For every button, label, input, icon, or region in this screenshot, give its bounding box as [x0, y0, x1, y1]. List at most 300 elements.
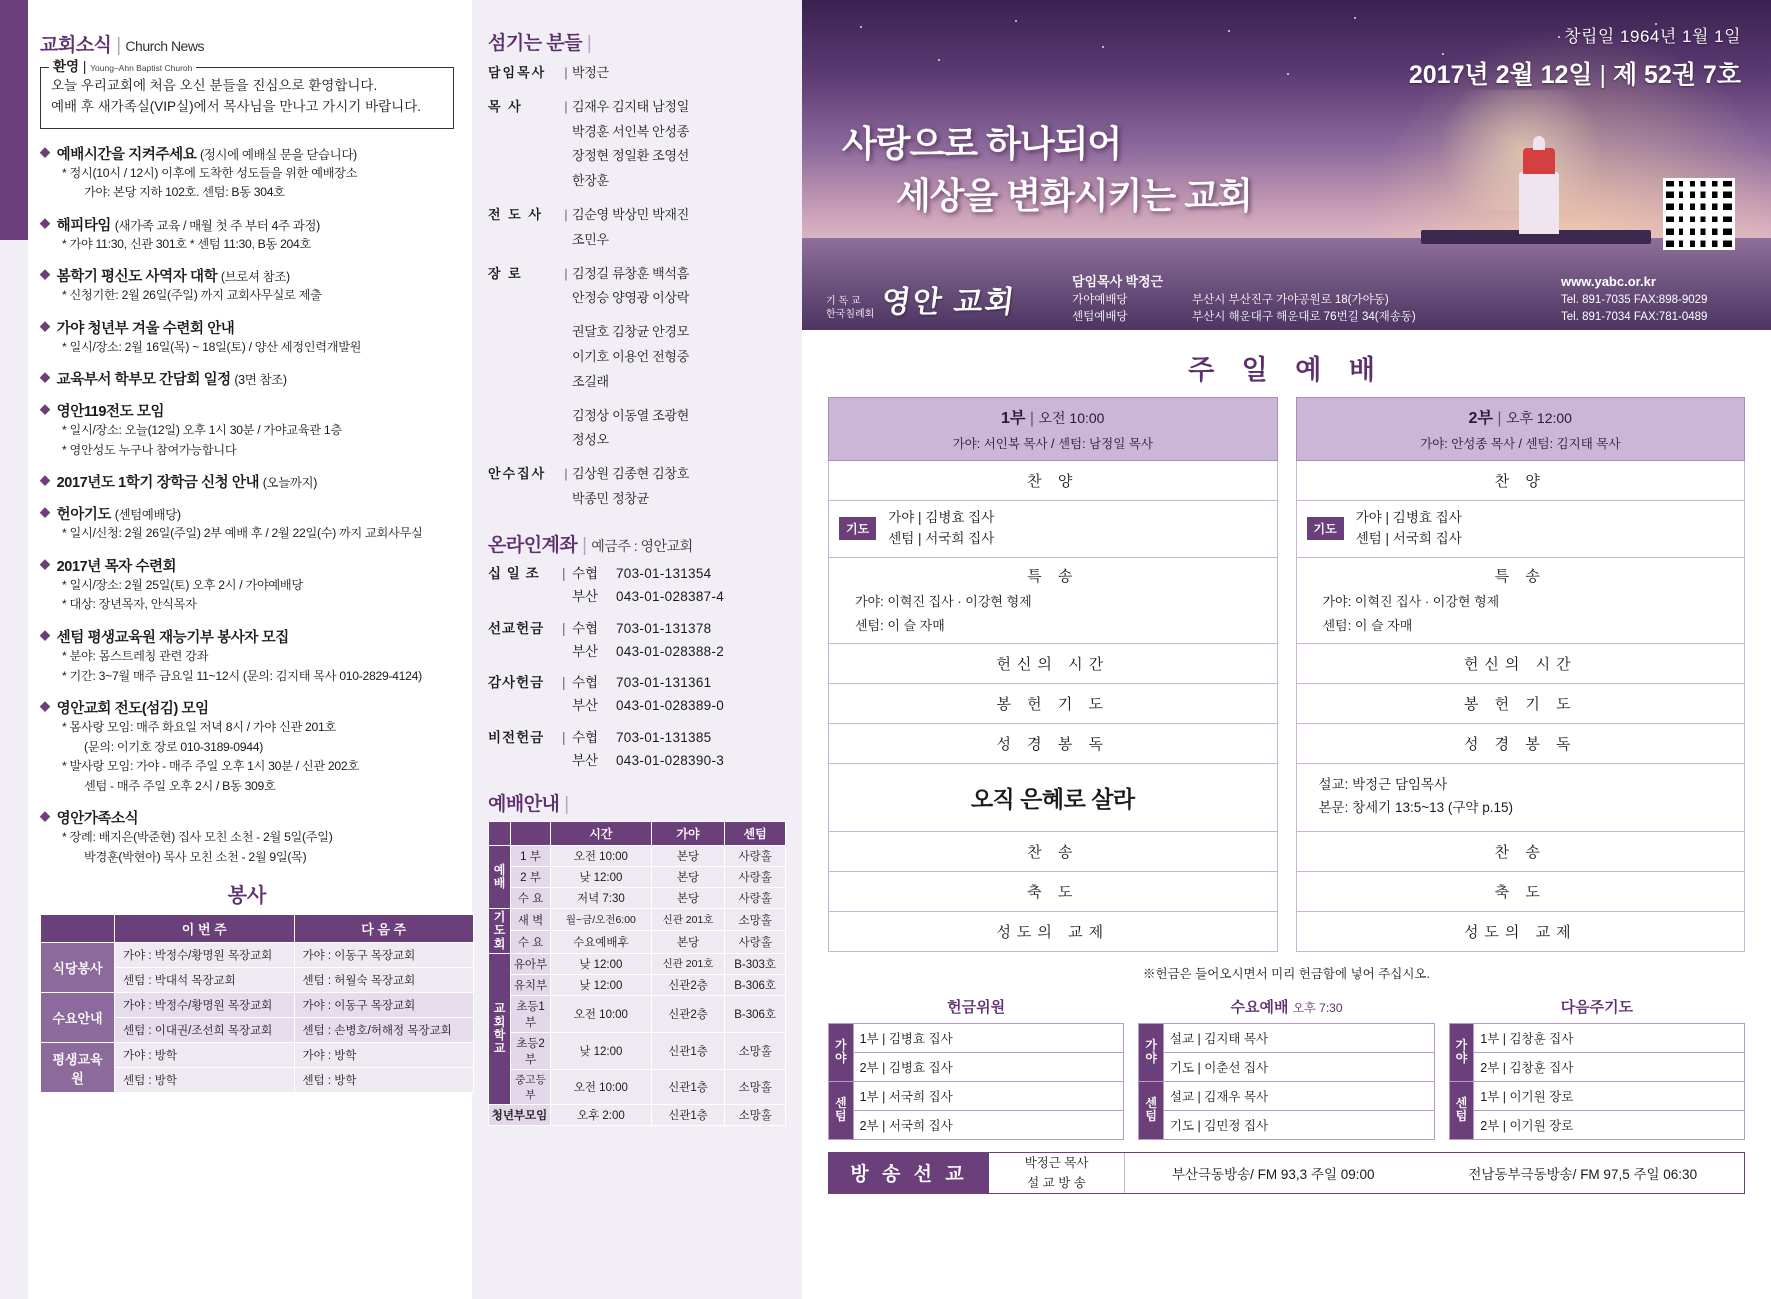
welcome-box: [40, 59, 454, 129]
worship-row-name: 유치부: [511, 974, 551, 995]
news-item-sub: * 정시(10시 / 12시) 이후에 도착한 성도들을 위한 예배장소: [62, 165, 358, 180]
worship-row-time: 낮 12:00: [551, 867, 652, 888]
campus-label-centum: 센텀: [1139, 1081, 1164, 1139]
servant-names: 박종민 정창균: [572, 490, 649, 506]
worship-row-gaya: 신관2층: [651, 995, 725, 1032]
worship-row-name: 중고등부: [511, 1069, 551, 1104]
news-item-head: 해피타임: [56, 217, 112, 234]
news-item-sub2: (문의: 이기호 장로 010-3189-0944): [84, 739, 263, 754]
church-info-bar: [802, 268, 1771, 330]
volunteer-cell: 가야 : 이동구 목장교회: [294, 943, 474, 968]
committee-cell: 2부 | 김병효 집사: [853, 1052, 1124, 1081]
wednesday-service-title: [1138, 996, 1434, 1017]
campus2-row: [1072, 309, 1771, 326]
sermon-scripture: 본문: 창세기 13:5~13 (구약 p.15): [1318, 800, 1513, 816]
news-item: [40, 214, 454, 255]
special-song-label: 특 송: [1494, 567, 1546, 585]
news-item-note: (새가족 교육 / 매월 첫 주 부터 4주 과정): [114, 218, 320, 233]
broadcast-label: 방 송 선 교: [829, 1153, 989, 1193]
news-item-sub: * 영안성도 누구나 참여가능합니다: [62, 442, 237, 457]
news-item-note: (브로셔 참조): [220, 270, 290, 285]
banner-dates: [1409, 22, 1741, 91]
servant-names: 한장훈: [572, 173, 609, 189]
volunteer-col-this-week: 이 번 주: [115, 915, 295, 943]
worship-row-gaya: 본당: [651, 888, 725, 909]
servant-sep: |: [564, 206, 568, 222]
news-item: [40, 555, 454, 615]
denomination-line-1: 기 독 교: [826, 296, 861, 307]
table-row: [489, 974, 786, 995]
news-item-sub2: 센텀 - 매주 주일 오후 2시 / B동 309호: [84, 778, 276, 793]
account-bank: 수협: [572, 565, 599, 581]
broadcast-channels: [1125, 1153, 1744, 1193]
servant-sep: |: [564, 98, 568, 114]
table-row: [489, 867, 786, 888]
news-item: [40, 471, 454, 492]
servant-sep: |: [564, 65, 568, 80]
special-song-centum: 센텀: 이 슬 자매: [855, 617, 945, 633]
broadcast-channel-1: 부산극동방송/ FM 93,3 주일 09:00: [1171, 1166, 1375, 1182]
account-label: 선교헌금: [488, 620, 545, 636]
table-header-row: [489, 822, 786, 846]
order-item-sermon-detail: [1296, 764, 1746, 832]
wednesday-service-table: [1138, 1023, 1434, 1140]
worship-row-gaya: 신관 201호: [651, 953, 725, 974]
column-main: [802, 0, 1771, 1299]
issue-line: 2017년 2월 12일 | 제 52권 7호: [1408, 61, 1741, 89]
founding-date: 창립일 1964년 1월 1일: [1564, 27, 1741, 46]
servant-names: 조민우: [572, 231, 609, 247]
worship-row-gaya: 본당: [651, 846, 725, 867]
account-label: 감사헌금: [488, 675, 545, 691]
issue-date: 2017년 2월 12일: [1408, 61, 1593, 89]
order-item-sermon-title: [828, 764, 1278, 832]
worship-row-gaya: 신관1층: [651, 1069, 725, 1104]
bottom-tables: [802, 996, 1771, 1140]
worship-col-blank1: [489, 822, 511, 846]
servant-names: 이기호 이용언 전형중: [572, 348, 689, 364]
column-church-news: [0, 0, 472, 1299]
order-item-offering-prayer: 봉 헌 기 도: [828, 684, 1278, 724]
account-bank: 부산: [572, 588, 599, 604]
table-row: [488, 641, 786, 664]
website-url[interactable]: www.yabc.or.kr: [1561, 273, 1656, 289]
worship-row-time: 오전 10:00: [551, 1069, 652, 1104]
worship-row-time: 수요예배후: [551, 931, 652, 953]
service-column-2: [1296, 397, 1746, 952]
prayer-tag: 기도: [1307, 517, 1344, 540]
account-number: 043-01-028390-3: [616, 753, 725, 769]
prayer-cell: 2부 | 이기원 장로: [1474, 1110, 1745, 1139]
servant-names: 정성오: [572, 432, 609, 448]
lighthouse-top-icon: [1523, 148, 1555, 174]
servant-sep: |: [564, 265, 568, 281]
next-week-prayer-block: [1449, 996, 1745, 1140]
worship-row-name: 수 요: [511, 888, 551, 909]
news-item-head: 영안가족소식: [56, 811, 139, 828]
account-number: 703-01-131354: [616, 565, 712, 581]
account-sep: |: [562, 620, 566, 636]
table-row: [489, 953, 786, 974]
service-name: 2부: [1468, 410, 1493, 427]
church-news-title: 교회소식 | Church News: [40, 35, 204, 56]
volunteer-cell: 가야 : 박정수/황명원 목장교회: [115, 943, 295, 968]
news-item: [40, 807, 454, 867]
online-account-title-label: 온라인계좌: [488, 534, 578, 556]
campus2-tel: Tel. 891-7034 FAX:781-0489: [1561, 311, 1708, 324]
diamond-icon: ◆: [40, 317, 50, 333]
service-time: 오전 10:00: [1038, 410, 1105, 426]
worship-row-name: 초등2부: [511, 1032, 551, 1069]
servant-names: 김상원 김종현 김창호: [572, 466, 689, 482]
worship-row-time: 저녁 7:30: [551, 888, 652, 909]
campus1-name: 가야예배당: [1072, 293, 1128, 306]
news-list: [40, 143, 454, 867]
table-row: [41, 1043, 474, 1068]
servants-table: [488, 61, 786, 512]
worship-row-name: 1 부: [511, 846, 551, 867]
church-news-title-en: Church News: [125, 38, 204, 54]
volunteer-title: 봉사: [227, 885, 267, 908]
news-item: [40, 317, 454, 358]
diamond-icon: ◆: [40, 555, 50, 571]
offering-note: ※헌금은 들어오시면서 미리 헌금함에 넣어 주십시오.: [1143, 966, 1430, 981]
news-item: [40, 143, 454, 203]
table-row: [829, 1081, 1124, 1110]
news-item-head: 봄학기 평신도 사역자 대학: [56, 269, 218, 286]
lighthouse-icon: [1519, 172, 1559, 234]
worship-row-time: 오전 10:00: [551, 995, 652, 1032]
committee-cell: 1부 | 김병효 집사: [853, 1023, 1124, 1052]
volunteer-cell: 센텀 : 이대권/조선희 목장교회: [115, 1018, 295, 1043]
wednesday-cell: 설교 | 김지태 목사: [1163, 1023, 1434, 1052]
prayer-name-centum: 센텀 | 서국희 집사: [1355, 530, 1462, 546]
prayer-cell: 1부 | 김창훈 집사: [1474, 1023, 1745, 1052]
welcome-tag-label: 환영: [53, 59, 80, 74]
table-row: [488, 727, 786, 750]
volunteer-cell: 가야 : 박정수/황명원 목장교회: [115, 993, 295, 1018]
worship-row-gaya: 신관2층: [651, 974, 725, 995]
table-row: [488, 320, 786, 345]
table-row: [488, 95, 786, 120]
table-row: [1449, 1081, 1744, 1110]
welcome-line-2: 예배 후 새가족실(VIP실)에서 목사님을 만나고 가시기 바랍니다.: [51, 98, 421, 114]
table-row: [488, 228, 786, 253]
news-item-sub: * 기간: 3~7월 매주 금요일 11~12시 (문의: 김지태 목사 010-2829-4124): [62, 668, 422, 683]
pastor-row: [1072, 272, 1771, 292]
prayer-names: [888, 508, 994, 550]
diamond-icon: ◆: [40, 472, 50, 488]
table-row: [1139, 1052, 1434, 1081]
table-row: [489, 995, 786, 1032]
table-row: [829, 1023, 1124, 1052]
table-row: [489, 931, 786, 953]
news-item-note: (센텀예배당): [114, 508, 181, 523]
news-item-sub: * 몸사랑 모임: 매주 화요일 저녁 8시 / 가야 신관 201호: [62, 720, 336, 735]
diamond-icon: ◆: [40, 369, 50, 385]
offering-committee-title: 헌금위원: [947, 998, 1006, 1016]
account-number: 703-01-131361: [616, 675, 712, 691]
table-row: [489, 1104, 786, 1125]
service-presiders: 가야: 안성종 목사 / 센텀: 김지태 목사: [1420, 437, 1621, 451]
worship-row-centum: B-306호: [725, 974, 786, 995]
account-bank: 부산: [572, 753, 599, 769]
servant-sep: |: [564, 466, 568, 482]
service-name: 1부: [1001, 410, 1026, 427]
order-item-fellowship: 성도의 교제: [828, 912, 1278, 952]
table-row: [489, 888, 786, 909]
news-item-sub: * 일시/장소: 오늘(12일) 오후 1시 30분 / 가야교육관 1층: [62, 423, 342, 438]
servant-role: 전 도 사: [488, 206, 543, 222]
church-logo: [802, 277, 1072, 321]
table-row: [1449, 1052, 1744, 1081]
worship-group-label: 예배: [489, 846, 511, 909]
sermon-preacher: 설교: 박정근 담임목사: [1318, 777, 1448, 793]
diamond-icon: ◆: [40, 504, 50, 520]
worship-row-gaya: 본당: [651, 867, 725, 888]
online-account-table: [488, 563, 786, 773]
volunteer-col-next-week: 다 음 주: [294, 915, 474, 943]
campus-label-centum: 센텀: [1449, 1081, 1474, 1139]
pastor-name: 박정근: [1125, 273, 1164, 289]
servant-names: 김정상 이동열 조광현: [572, 407, 689, 423]
volunteer-cell: 가야 : 이동구 목장교회: [294, 993, 474, 1018]
account-number: 703-01-131385: [616, 730, 712, 746]
broadcast-preacher: [989, 1153, 1125, 1193]
diamond-icon: ◆: [40, 808, 50, 824]
account-sep: |: [562, 565, 566, 581]
order-item-special-song: [1296, 558, 1746, 644]
offering-committee-block: [828, 996, 1124, 1140]
table-row: [488, 672, 786, 695]
table-row: [829, 1052, 1124, 1081]
table-row: [488, 144, 786, 169]
table-row: [488, 487, 786, 512]
news-item-sub2: 가야: 본당 지하 102호. 센텀: B동 304호: [84, 185, 285, 200]
banner-slogan: [842, 118, 1252, 222]
account-bank: 수협: [572, 730, 599, 746]
news-item-head: 2017년도 1학기 장학금 신청 안내: [56, 475, 260, 492]
order-item-scripture: 성 경 봉 독: [828, 724, 1278, 764]
order-item-special-song: [828, 558, 1278, 644]
prayer-cell: 2부 | 김창훈 집사: [1474, 1052, 1745, 1081]
worship-row-centum: 사랑홀: [725, 867, 786, 888]
order-item-hymn: 찬 송: [1296, 832, 1746, 872]
servants-title-label: 섬기는 분들: [488, 33, 583, 54]
volunteer-col-blank: [41, 915, 115, 943]
account-bank: 부산: [572, 643, 599, 659]
worship-row-gaya: 본당: [651, 931, 725, 953]
worship-guide-table: [488, 821, 786, 1126]
table-row: [1449, 1110, 1744, 1139]
worship-row-centum: 소망홀: [725, 909, 786, 931]
table-row: [488, 695, 786, 718]
sunday-worship-title: 주 일 예 배: [1188, 355, 1385, 385]
lighthouse-tip-icon: [1533, 136, 1545, 150]
column-servants: [472, 0, 802, 1299]
account-number: 043-01-028389-0: [616, 698, 725, 714]
youth-meeting-label: 청년부모임: [489, 1104, 551, 1125]
worship-row-name: 2 부: [511, 867, 551, 888]
issue-number: 제 52권 7호: [1612, 61, 1741, 89]
news-item: [40, 400, 454, 460]
table-row: [488, 586, 786, 609]
order-item-praise: 찬 양: [1296, 461, 1746, 501]
table-row: [488, 345, 786, 370]
news-item-sub2: 박경훈(박현아) 목사 모친 소천 - 2월 9일(목): [84, 849, 307, 864]
online-account-holder: 예금주 : 영안교회: [591, 537, 693, 554]
table-row: [488, 563, 786, 586]
servant-names: 김재우 김지태 남정일: [572, 98, 689, 114]
worship-row-gaya: 신관1층: [651, 1032, 725, 1069]
news-item-sub: * 일시/장소: 2월 16일(목) ~ 18일(토) / 양산 세정인력개발원: [62, 339, 362, 354]
worship-group-label: 교회학교: [489, 953, 511, 1104]
news-item-sub: * 일시/장소: 2월 25일(토) 오후 2시 / 가야예배당: [62, 577, 303, 592]
volunteer-cell: 가야 : 방학: [115, 1043, 295, 1068]
table-header-row: [41, 915, 474, 943]
diamond-icon: ◆: [40, 627, 50, 642]
wednesday-cell: 설교 | 김재우 목사: [1163, 1081, 1434, 1110]
worship-row-centum: 사랑홀: [725, 846, 786, 867]
order-item-scripture: 성 경 봉 독: [1296, 724, 1746, 764]
volunteer-row-label: 평생교육원: [41, 1043, 115, 1093]
worship-col-time: 시간: [551, 822, 652, 846]
broadcast-channel-2: 전남동부극동방송/ FM 97,5 주일 06:30: [1468, 1166, 1698, 1182]
table-row: [488, 286, 786, 311]
table-row: [488, 370, 786, 395]
news-item-sub: * 대상: 장년목자, 안식목자: [62, 597, 197, 612]
worship-row-time: 월~금/오전6:00: [551, 909, 652, 931]
table-row: [489, 1069, 786, 1104]
volunteer-cell: 센텀 : 방학: [115, 1068, 295, 1093]
committee-cell: 2부 | 서국희 집사: [853, 1110, 1124, 1139]
service-presiders: 가야: 서인복 목사 / 센텀: 남정일 목사: [952, 437, 1153, 451]
news-item-sub: * 가야 11:30, 신관 301호 * 센텀 11:30, B동 204호: [62, 236, 311, 251]
order-item-benediction: 축 도: [1296, 872, 1746, 912]
pastor-label: 담임목사: [1072, 273, 1123, 289]
servant-role: 담임목사: [488, 65, 547, 80]
special-song-gaya: 가야: 이혁진 집사 · 이강현 형제: [1322, 593, 1500, 609]
campus1-row: [1072, 292, 1771, 309]
account-number: 703-01-131378: [616, 620, 712, 636]
table-row: [41, 993, 474, 1018]
worship-col-blank2: [511, 822, 551, 846]
news-item-head: 영안119전도 모임: [56, 404, 165, 421]
servant-names: 김정길 류창훈 백석흠: [572, 265, 689, 281]
church-news-title-ko: 교회소식: [40, 35, 112, 56]
worship-row-centum: 소망홀: [725, 1069, 786, 1104]
youth-meeting-centum: 소망홀: [725, 1104, 786, 1125]
news-item: [40, 503, 454, 544]
prayer-name-gaya: 가야 | 김병효 집사: [1355, 510, 1462, 525]
worship-row-time: 낮 12:00: [551, 953, 652, 974]
sunday-worship-section: [802, 397, 1771, 982]
table-row: [488, 750, 786, 773]
table-row: [488, 462, 786, 487]
news-item-note: (3면 참조): [234, 373, 287, 388]
broadcast-preacher-sub: 설 교 방 송: [1027, 1175, 1086, 1190]
news-item-note: (정시에 예배실 문을 닫습니다): [199, 147, 357, 162]
worship-row-name: 수 요: [511, 931, 551, 953]
prayer-names: [1356, 508, 1462, 550]
account-sep: |: [562, 675, 566, 691]
table-row: [1449, 1023, 1744, 1052]
news-item: [40, 626, 454, 686]
volunteer-cell: 센텀 : 박대석 목장교회: [115, 968, 295, 993]
worship-group-label: 기도회: [489, 909, 511, 954]
youth-meeting-gaya: 신관1층: [651, 1104, 725, 1125]
wednesday-service-block: [1138, 996, 1434, 1140]
account-label: 비전헌금: [488, 730, 545, 746]
order-item-dedication: 헌신의 시간: [828, 644, 1278, 684]
diamond-icon: ◆: [40, 698, 50, 714]
servant-names: 장정현 정일환 조영선: [572, 148, 689, 164]
order-item-hymn: 찬 송: [828, 832, 1278, 872]
campus1-tel: Tel. 891-7035 FAX:898-9029: [1561, 293, 1708, 306]
welcome-line-1: 오늘 우리교회에 처음 오신 분들을 진심으로 환영합니다.: [51, 78, 378, 93]
diamond-icon: ◆: [40, 266, 50, 282]
table-row: [488, 428, 786, 453]
account-number: 043-01-028387-4: [616, 588, 725, 604]
worship-row-centum: 사랑홀: [725, 888, 786, 909]
worship-row-centum: B-306호: [725, 995, 786, 1032]
worship-guide-title-label: 예배안내: [488, 794, 560, 816]
servants-title: 섬기는 분들 |: [488, 33, 592, 54]
news-item: [40, 265, 454, 306]
worship-col-gaya: 가야: [651, 822, 725, 846]
prayer-name-centum: 센텀 | 서국희 집사: [888, 530, 995, 546]
table-row: [489, 1032, 786, 1069]
volunteer-row-label: 수요안내: [41, 993, 115, 1043]
account-bank: 수협: [572, 675, 599, 691]
volunteer-cell: 가야 : 방학: [294, 1043, 474, 1068]
broadcast-preacher-name: 박정근 목사: [1024, 1155, 1089, 1170]
servant-role: 목 사: [488, 98, 523, 114]
servant-names: 김순영 박상민 박재진: [572, 206, 689, 222]
account-bank: 부산: [572, 698, 599, 714]
special-song-gaya: 가야: 이혁진 집사 · 이강현 형제: [855, 593, 1032, 609]
news-item: [40, 697, 454, 796]
worship-row-name: 새 벽: [511, 909, 551, 931]
worship-row-centum: 소망홀: [725, 1032, 786, 1069]
order-item-fellowship: 성도의 교제: [1296, 912, 1746, 952]
qr-code[interactable]: [1663, 178, 1735, 250]
news-item-head: 교육부서 학부모 간담회 일정: [56, 372, 231, 389]
welcome-tag: 환영 | Young–Ahn Baptist Churoh: [49, 57, 196, 78]
slogan-line-2: 세상을 변화시키는 교회: [896, 175, 1252, 217]
servant-names: 박정근: [572, 65, 609, 80]
campus-label-gaya: 가야: [1449, 1023, 1474, 1081]
worship-row-name: 초등1부: [511, 995, 551, 1032]
table-row: [1139, 1023, 1434, 1052]
prayer-tag: 기도: [839, 517, 876, 540]
slogan-line-1: 사랑으로 하나되어: [842, 123, 1122, 164]
wednesday-title-label: 수요예배: [1230, 998, 1289, 1016]
worship-guide-title: 예배안내 |: [488, 794, 569, 816]
table-row: [1139, 1110, 1434, 1139]
account-label: 십 일 조: [488, 565, 540, 581]
campus-label-centum: 센텀: [829, 1081, 854, 1139]
wednesday-cell: 기도 | 김민정 집사: [1163, 1110, 1434, 1139]
servant-names: 조길래: [572, 373, 609, 389]
diamond-icon: ◆: [40, 214, 50, 230]
sermon-title: 오직 은혜로 살라: [970, 785, 1135, 812]
volunteer-cell: 센텀 : 손병호/허해정 목장교회: [294, 1018, 474, 1043]
table-row: [489, 846, 786, 867]
worship-row-gaya: 신관 201호: [651, 909, 725, 931]
worship-row-centum: B-303호: [725, 953, 786, 974]
header-banner: [802, 0, 1771, 330]
